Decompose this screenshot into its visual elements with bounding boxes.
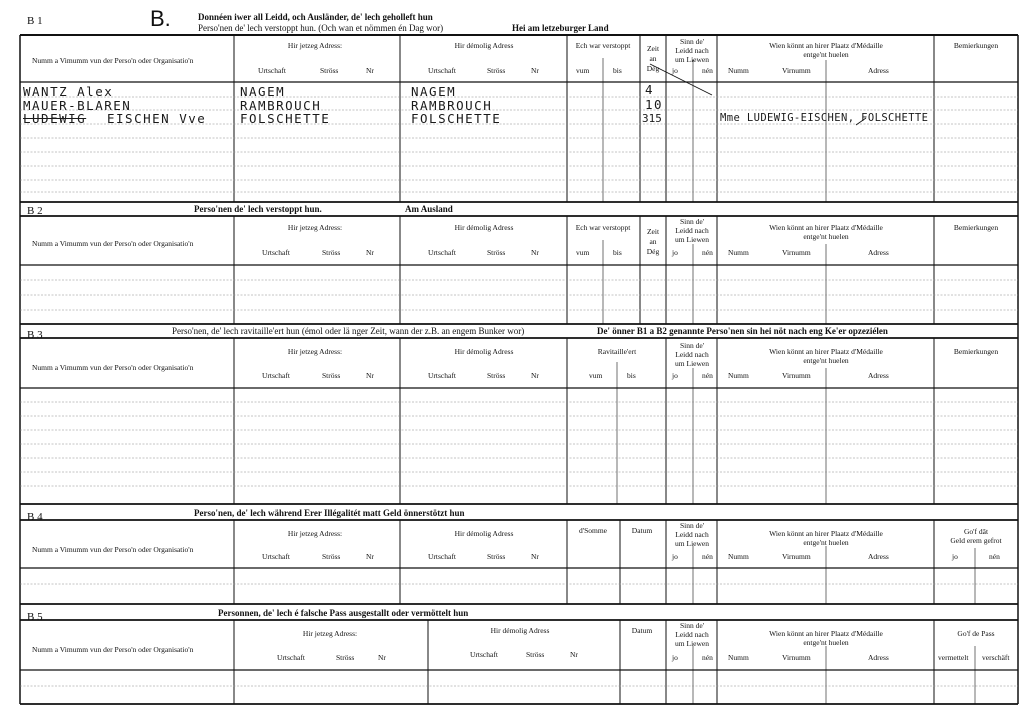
sub-address: Adress [868,66,889,75]
col-medal-header-2: entge'nt huelen [803,356,849,365]
sub-brokered: vermettelt [938,653,969,662]
entry-name-struck: LUDEWIG [23,111,87,126]
col-date-header: Datum [631,526,653,535]
col-alive-header-2: Leidd nach [675,46,709,55]
b1-title-suffix: Hei am letzeburger Land [512,23,609,33]
sub-nr: Nr [531,552,539,561]
sub-firstname: Virnumm [782,552,811,561]
sub-name: Numm [728,653,749,662]
col-current-address-header: Hir jetzeg Adress: [287,223,343,232]
col-medal-header-2: entge'nt huelen [803,638,849,647]
col-returned-header-1: Go'f dât [963,527,989,536]
col-alive-header-2: Leidd nach [675,630,709,639]
col-name-header: Numm a Vimumm vun der Perso'n oder Organisatio'n [32,239,194,248]
sub-address: Adress [868,552,889,561]
entry-days: 10 [645,97,664,112]
col-time-header-1: Zeit [646,227,660,236]
sub-street: Ströss [320,66,339,75]
sub-nr: Nr [531,66,539,75]
sub-address: Adress [868,653,889,662]
col-name-header: Numm a Vimumm vun der Perso'n oder Organisatio'n [32,363,194,372]
entry-name: EISCHEN Vve [107,111,207,126]
entry-current-town: FOLSCHETTE [240,111,331,126]
col-alive-header-2: Leidd nach [675,530,709,539]
sub-town: Urtschaft [258,66,286,75]
sub-town: Urtschaft [428,371,456,380]
sub-name: Numm [728,66,749,75]
col-time-header-3: Dég [646,247,660,256]
col-alive-header-3: um Liewen [675,235,709,244]
sub-town: Urtschaft [262,248,290,257]
col-remarks-header: Bemierkungen [953,41,999,50]
b2-title: Perso'nen de' lech verstoppt hun. [194,204,322,214]
col-sum-header: d'Somme [578,526,608,535]
col-time-header-3: Dég [646,64,660,73]
sub-town: Urtschaft [428,552,456,561]
col-former-address-header: Hir démolig Adress [490,626,550,635]
sub-nr: Nr [378,653,386,662]
col-hidden-header: Ech war verstoppt [575,41,631,50]
b4-title: Perso'nen, de' lech während Erer Illégalitét matt Geld önnerstötzt hun [194,508,465,518]
col-former-address-header: Hir démolig Adress [454,529,514,538]
sub-street: Ströss [322,552,341,561]
sub-yes: jo [672,248,678,257]
sub-street: Ströss [487,248,506,257]
sub-from: vum [576,248,590,257]
col-medal-header-2: entge'nt huelen [803,50,849,59]
b5-title: Personnen, de' lech é falsche Pass ausgestallt oder vermöttelt hun [218,608,469,618]
col-remarks-header: Bemierkungen [953,347,999,356]
b1-title-line2: Perso'nen de' lech verstoppt hun. (Och wan et nömmen én Dag wor) [198,23,444,33]
sub-nr: Nr [570,650,578,659]
entry-former-town: RAMBROUCH [411,98,493,113]
col-date-header: Datum [631,626,653,635]
col-time-header-2: an [649,54,657,63]
sub-firstname: Virnumm [782,371,811,380]
entry-medal-recipient: Mme LUDEWIG-EISCHEN, FOLSCHETTE [720,112,929,124]
sub-no: nén [702,653,713,662]
sub-address: Adress [868,248,889,257]
sub-yes: jo [672,371,678,380]
sub-town: Urtschaft [262,552,290,561]
sub-town: Urtschaft [277,653,305,662]
sub-yes: jo [672,653,678,662]
sub-nr: Nr [366,371,374,380]
section-id-b2: B 2 [27,205,43,217]
sub-street: Ströss [487,552,506,561]
col-alive-header-2: Leidd nach [675,350,709,359]
col-returned-header-2: Geld erem gefrot [950,536,1002,545]
sub-to: bis [613,66,622,75]
col-name-header: Numm a Vimumm vun der Perso'n oder Organisatio'n [32,56,194,65]
sub-street: Ströss [322,371,341,380]
sub-to: bis [613,248,622,257]
col-alive-header-1: Sinn de' [679,37,705,46]
col-pass-header: Go'f de Pass [957,629,995,638]
b2-title-suffix: Am Ausland [405,204,453,214]
col-medal-header-2: entge'nt huelen [803,538,849,547]
col-alive-header-3: um Liewen [675,539,709,548]
entry-name: WANTZ Alex [23,84,114,99]
sub-no: nén [702,248,713,257]
sub-name: Numm [728,248,749,257]
sub-yes: jo [672,552,678,561]
col-alive-header-3: um Liewen [675,359,709,368]
section-id-b3: B 3 [27,329,43,341]
col-current-address-header: Hir jetzeg Adress: [302,629,358,638]
sub-street: Ströss [487,371,506,380]
col-hidden-header: Ech war verstoppt [575,223,631,232]
b3-title: Perso'nen, de' lech ravitaille'ert hun (émol oder lä nger Zeit, wann der z.B. an engem Bunker wor) [172,326,525,336]
sub-name: Numm [728,552,749,561]
sub-from: vum [589,371,603,380]
sub-nr: Nr [366,248,374,257]
sub-firstname: Virnumm [782,66,811,75]
sub-town: Urtschaft [262,371,290,380]
col-medal-header-1: Wien könnt an hirer Plaatz d'Médaille [769,529,883,538]
sub-street: Ströss [526,650,545,659]
col-name-header: Numm a Vimumm vun der Perso'n oder Organisatio'n [32,645,194,654]
col-medal-header-1: Wien könnt an hirer Plaatz d'Médaille [769,41,883,50]
section-id-b5: B 5 [27,611,43,623]
col-alive-header-1: Sinn de' [679,621,705,630]
col-alive-header-3: um Liewen [675,639,709,648]
col-former-address-header: Hir démolig Adress [454,347,514,356]
sub-address: Adress [868,371,889,380]
col-remarks-header: Bemierkungen [953,223,999,232]
entry-current-town: RAMBROUCH [240,98,322,113]
entry-former-town: NAGEM [411,84,457,99]
sub-issued: verschäft [982,653,1010,662]
col-name-header: Numm a Vimumm vun der Perso'n oder Organisatio'n [32,545,194,554]
col-time-header-1: Zeit [646,44,660,53]
entry-former-town: FOLSCHETTE [411,111,502,126]
col-alive-header-1: Sinn de' [679,341,705,350]
sub-street: Ströss [336,653,355,662]
section-id-b4: B 4 [27,511,43,523]
sub-name: Numm [728,371,749,380]
sub-firstname: Virnumm [782,248,811,257]
sub-town: Urtschaft [428,66,456,75]
sub-town: Urtschaft [428,248,456,257]
col-medal-header-1: Wien könnt an hirer Plaatz d'Médaille [769,347,883,356]
sub-from: vum [576,66,590,75]
section-id-b1: B 1 [27,15,43,27]
entry-name: MAUER-BLAREN [23,98,132,113]
col-medal-header-2: entge'nt huelen [803,232,849,241]
col-alive-header-3: um Liewen [675,55,709,64]
col-time-header-2: an [649,237,657,246]
entry-days: 4 [645,82,655,97]
col-alive-header-1: Sinn de' [679,521,705,530]
sub-firstname: Virnumm [782,653,811,662]
entry-current-town: NAGEM [240,84,286,99]
sub-to: bis [627,371,636,380]
col-medal-header-1: Wien könnt an hirer Plaatz d'Médaille [769,223,883,232]
b1-title-line1: Donnéen iwer all Leidd, och Ausländer, de' lech geholleft hun [198,12,433,22]
col-alive-header-1: Sinn de' [679,217,705,226]
col-current-address-header: Hir jetzeg Adress: [287,347,343,356]
col-current-address-header: Hir jetzeg Adress: [287,41,343,50]
entry-days: 315 [642,112,662,125]
col-medal-header-1: Wien könnt an hirer Plaatz d'Médaille [769,629,883,638]
sub-no: nén [702,371,713,380]
sub-nr: Nr [366,66,374,75]
sub-nr: Nr [531,371,539,380]
sub-yes: jo [952,552,958,561]
section-letter: B. [150,6,171,31]
col-alive-header-2: Leidd nach [675,226,709,235]
sub-no: nén [702,66,713,75]
col-former-address-header: Hir démolig Adress [454,41,514,50]
sub-town: Urtschaft [470,650,498,659]
col-former-address-header: Hir démolig Adress [454,223,514,232]
sub-yes: jo [672,66,678,75]
col-current-address-header: Hir jetzeg Adress: [287,529,343,538]
sub-no: nén [702,552,713,561]
sub-street: Ströss [487,66,506,75]
col-supplied-header: Ravitaille'ert [597,347,637,356]
sub-nr: Nr [366,552,374,561]
sub-no: nén [989,552,1000,561]
b3-title-suffix: De' önner B1 a B2 genannte Perso'nen sin hei nöt nach eng Ke'er opzeziélen [597,326,888,336]
sub-street: Ströss [322,248,341,257]
sub-nr: Nr [531,248,539,257]
